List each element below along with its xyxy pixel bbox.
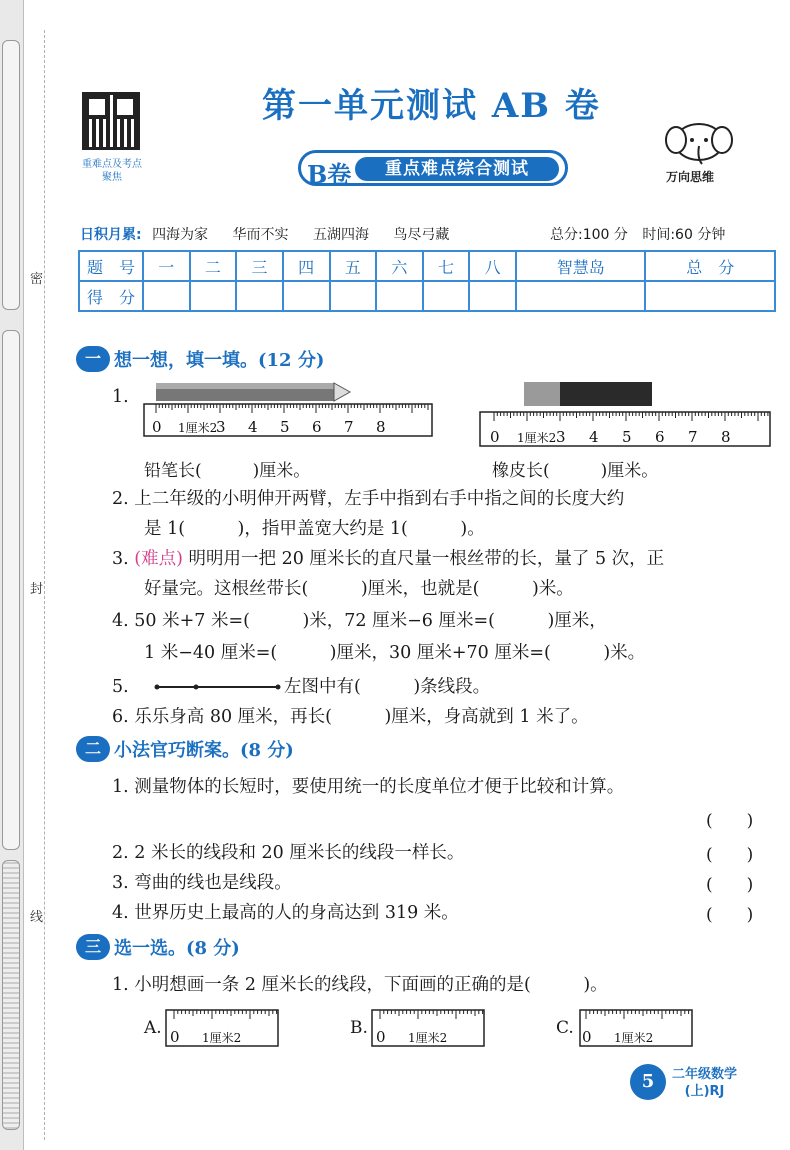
score-cell[interactable] (516, 281, 645, 311)
seal-mark-1: 密 (30, 272, 44, 287)
score-cell[interactable] (469, 281, 516, 311)
score-cell[interactable] (376, 281, 423, 311)
grade-line-2: (上)RJ (684, 1084, 725, 1099)
q3-line-2: 好量完。这根丝带长( )厘米，也就是( )米。 (144, 579, 574, 599)
ruler-tick-label: 5 (280, 418, 290, 436)
score-header-cell: 二 (190, 251, 237, 281)
qr-caption: 重难点及考点 聚焦 (82, 159, 142, 183)
answer-paren[interactable]: ( ) (706, 845, 754, 865)
total-score: 总分:100 分 (550, 227, 628, 243)
choice-q1: 1. 小明想画一条 2 厘米长的线段，下面画的正确的是( )。 (112, 975, 608, 995)
eraser-ruler-figure (476, 380, 776, 448)
score-value-row (79, 281, 775, 311)
idiom-label: 日积月累: (80, 227, 142, 243)
ruler-tick-label: 0 (152, 418, 162, 436)
choice-c-ruler[interactable] (578, 1006, 696, 1050)
binding-strip (0, 0, 24, 1150)
ruler-tick-label: 1厘米2 (202, 1031, 242, 1045)
grade-label (672, 1066, 737, 1100)
score-header-cell: 一 (143, 251, 190, 281)
segment-figure (154, 680, 284, 694)
section-number: 一 (76, 346, 110, 372)
score-cell[interactable] (645, 281, 775, 311)
pencil-length-label: 铅笔长( )厘米。 (144, 461, 311, 481)
section-title: 想一想，填一填。(12 分) (114, 350, 325, 371)
score-header-cell: 四 (283, 251, 330, 281)
judge-q4: 4. 世界历史上最高的人的身高达到 319 米。 (112, 903, 459, 923)
score-header-cell: 题 号 (79, 251, 143, 281)
pencil-tip (334, 383, 350, 401)
score-cell[interactable] (423, 281, 470, 311)
time-limit: 时间:60 分钟 (642, 227, 726, 243)
binding-box-top (2, 40, 20, 310)
score-cell[interactable] (190, 281, 237, 311)
score-header-cell: 六 (376, 251, 423, 281)
score-row-label: 得 分 (79, 281, 143, 311)
score-cell[interactable] (330, 281, 377, 311)
choice-b-label: B. (350, 1018, 368, 1038)
score-cell[interactable] (283, 281, 330, 311)
choice-a-label: A. (144, 1018, 162, 1038)
q2-line-2: 是 1( )，指甲盖宽大约是 1( )。 (144, 519, 485, 539)
binding-box-bottom (2, 860, 20, 1130)
ruler-tick-label: 0 (582, 1028, 592, 1046)
q5-text: 左图中有( )条线段。 (284, 677, 491, 697)
qr-code[interactable] (82, 92, 140, 150)
idiom-item: 四海为家 (152, 227, 209, 243)
ruler-tick-label: 1厘米2 (517, 431, 557, 445)
q1-number: 1. (112, 387, 129, 407)
cut-line (44, 30, 45, 1140)
q4-line-1: 4. 50 米+7 米=( )米，72 厘米−6 厘米=( )厘米， (112, 611, 607, 631)
ruler-tick-label: 3 (216, 418, 226, 436)
section-1-heading (76, 344, 324, 374)
idiom-item: 五湖四海 (312, 227, 369, 243)
ruler-tick-label: 0 (170, 1028, 180, 1046)
ruler-tick-label: 4 (248, 418, 258, 436)
score-table (78, 250, 776, 312)
choice-b-ruler[interactable] (370, 1006, 488, 1050)
ruler-tick-label: 1厘米2 (178, 421, 218, 435)
choice-c-label: C. (556, 1018, 574, 1038)
difficulty-tag: (难点) (134, 549, 183, 569)
page-title: 第一单元测试 AB 卷 (262, 86, 601, 126)
test-badge (298, 150, 568, 189)
judge-q2: 2. 2 米长的线段和 20 厘米长的线段一样长。 (112, 843, 465, 863)
section-3-heading (76, 932, 240, 962)
score-cell[interactable] (236, 281, 283, 311)
q3-text: 明明用一把 20 厘米长的直尺量一根丝带的长，量了 5 次，正 (188, 549, 665, 569)
idiom-item: 鸟尽弓藏 (393, 227, 450, 243)
ruler-tick-label: 1厘米2 (408, 1031, 448, 1045)
score-header-cell: 五 (330, 251, 377, 281)
ruler-tick-label: 4 (589, 428, 599, 446)
section-title: 选一选。(8 分) (114, 938, 240, 959)
score-header-cell: 七 (423, 251, 470, 281)
ruler-tick-label: 3 (556, 428, 566, 446)
score-header-cell: 智慧岛 (516, 251, 645, 281)
score-header-cell: 总 分 (645, 251, 775, 281)
score-header-cell: 三 (236, 251, 283, 281)
q3-line-1 (112, 546, 664, 572)
binding-box-mid (2, 330, 20, 850)
pencil-highlight (156, 383, 334, 389)
q2-line-1: 2. 上二年级的小明伸开两臂，左手中指到右手中指之间的长度大约 (112, 489, 625, 509)
brand-name: 万向思维 (666, 170, 715, 184)
q3-number: 3. (112, 549, 129, 569)
ruler-tick-label: 7 (344, 418, 354, 436)
ruler-tick-label: 0 (490, 428, 500, 446)
section-2-heading (76, 734, 294, 764)
answer-paren[interactable]: ( ) (706, 875, 754, 895)
seal-mark-3: 线 (30, 910, 44, 925)
answer-paren[interactable]: ( ) (706, 905, 754, 925)
section-title: 小法官巧断案。(8 分) (114, 740, 294, 761)
page-number: 5 (630, 1064, 666, 1100)
eraser-sleeve (524, 382, 560, 406)
score-header-cell: 八 (469, 251, 516, 281)
q6: 6. 乐乐身高 80 厘米，再长( )厘米，身高就到 1 米了。 (112, 707, 589, 727)
badge-letter: B卷 (307, 160, 352, 189)
section-number: 三 (76, 934, 110, 960)
grade-line-1: 二年级数学 (672, 1067, 738, 1082)
judge-q3: 3. 弯曲的线也是线段。 (112, 873, 292, 893)
section-number: 二 (76, 736, 110, 762)
idiom-item: 华而不实 (232, 227, 289, 243)
q5-number: 5. (112, 677, 129, 697)
ruler-tick-label: 6 (655, 428, 665, 446)
idiom-row (80, 224, 770, 244)
score-header-row (79, 251, 775, 281)
eraser-length-label: 橡皮长( )厘米。 (492, 461, 659, 481)
choice-a-ruler[interactable] (164, 1006, 282, 1050)
score-info (550, 224, 725, 244)
ruler-tick-label: 0 (376, 1028, 386, 1046)
answer-paren[interactable]: ( ) (706, 811, 754, 831)
ruler-tick-label: 8 (376, 418, 386, 436)
ruler-tick-label: 6 (312, 418, 322, 436)
ruler-tick-label: 7 (688, 428, 698, 446)
score-cell[interactable] (143, 281, 190, 311)
pencil-ruler-figure (140, 380, 440, 440)
judge-q1: 1. 测量物体的长短时，要使用统一的长度单位才便于比较和计算。 (112, 777, 625, 797)
ruler-tick-label: 8 (721, 428, 731, 446)
q4-line-2: 1 米−40 厘米=( )厘米，30 厘米+70 厘米=( )米。 (144, 643, 646, 663)
ruler-tick-label: 1厘米2 (614, 1031, 654, 1045)
badge-text: 重点难点综合测试 (355, 157, 559, 181)
elephant-logo-icon (664, 118, 734, 168)
ruler-tick-label: 5 (622, 428, 632, 446)
seal-mark-2: 封 (30, 582, 44, 597)
